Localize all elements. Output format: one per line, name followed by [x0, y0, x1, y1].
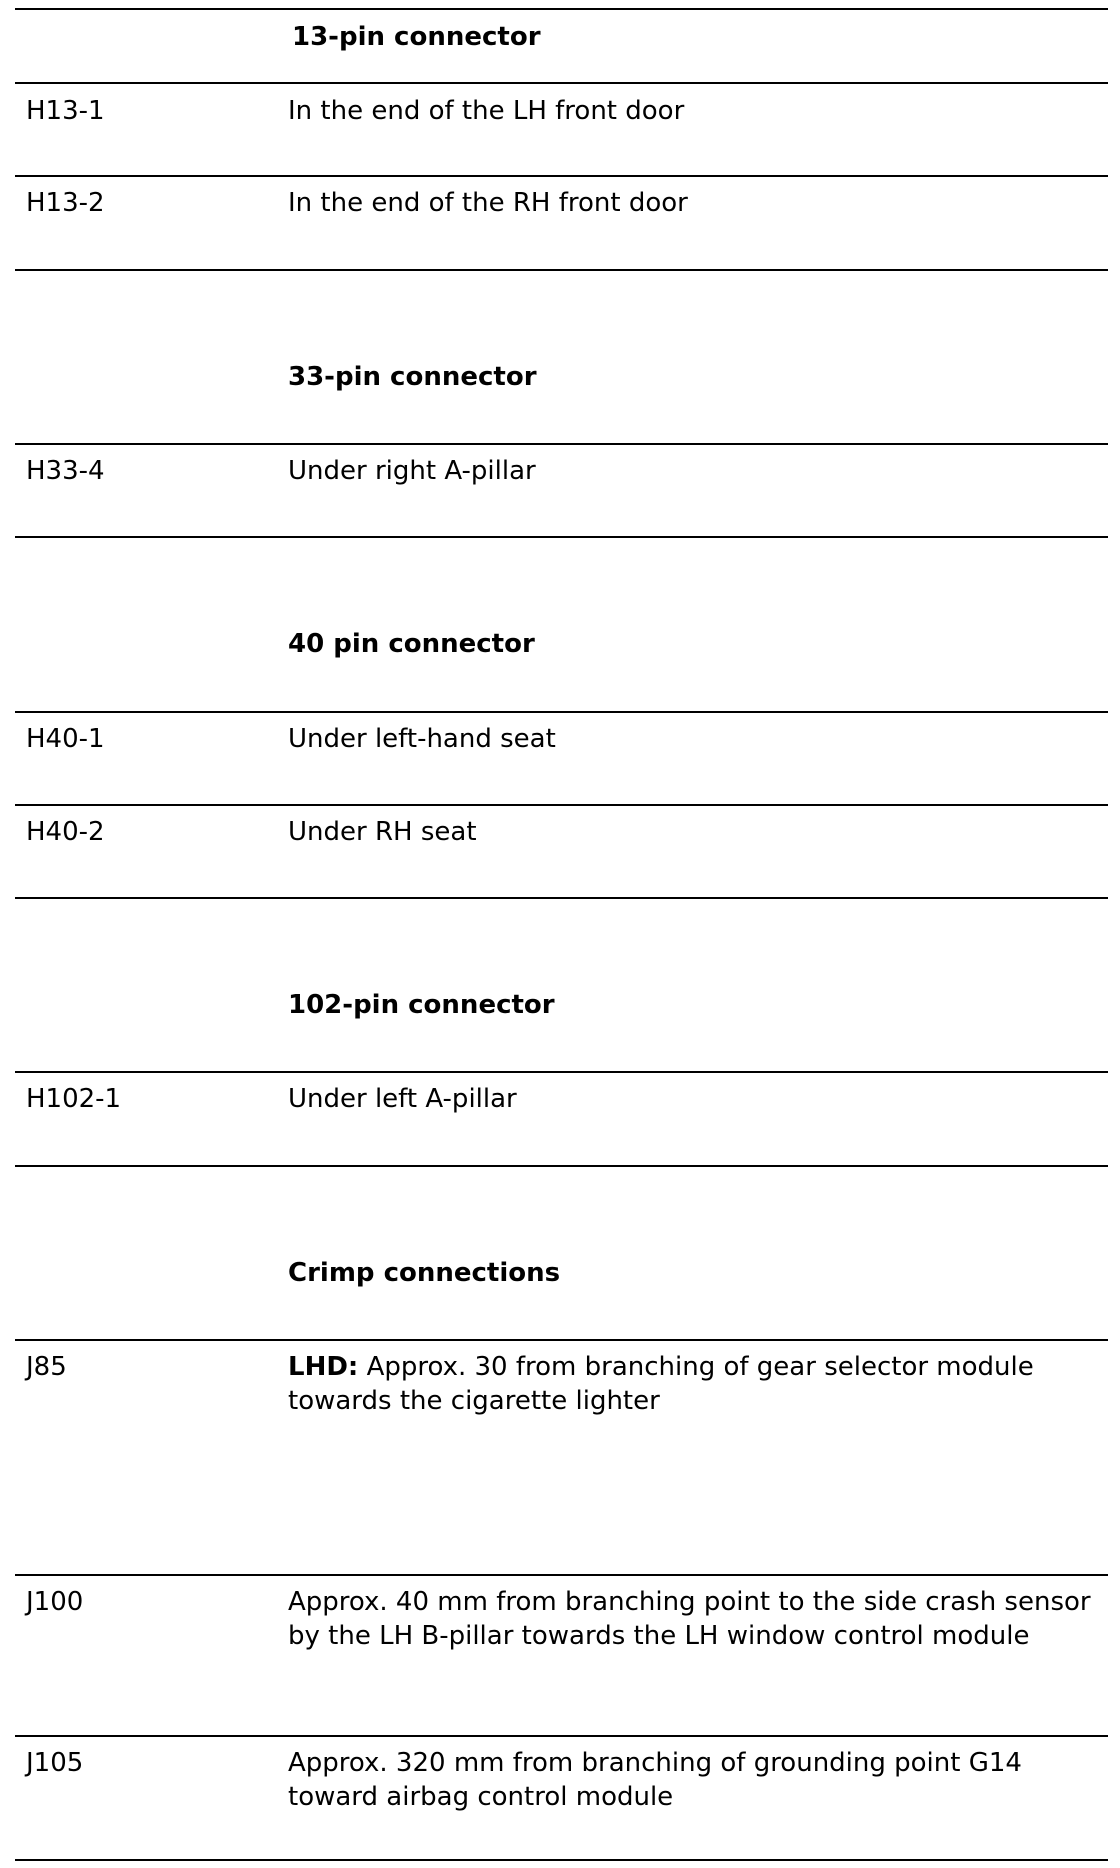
row-description [288, 1350, 1098, 1418]
row-code: H13-1 [26, 96, 105, 126]
rule [15, 1859, 1108, 1861]
rule [15, 175, 1108, 177]
row-description: Under left A-pillar [288, 1084, 517, 1114]
row-description: In the end of the RH front door [288, 188, 688, 218]
row-code: H33-4 [26, 456, 105, 486]
row-description: Approx. 40 mm from branching point to the side crash sensor by the LH B-pillar towards the LH window control module [288, 1587, 1091, 1651]
row-code: J105 [26, 1748, 84, 1778]
section-heading-13-pin: 13-pin connector [292, 22, 541, 52]
rule [15, 1165, 1108, 1167]
rule [15, 443, 1108, 445]
rule [15, 536, 1108, 538]
row-description: In the end of the LH front door [288, 96, 685, 126]
row-description-prefix: LHD: [288, 1352, 359, 1382]
rule [15, 82, 1108, 84]
rule [15, 1735, 1108, 1737]
section-heading-crimp-connections: Crimp connections [288, 1258, 561, 1288]
section-heading-102-pin: 102-pin connector [288, 990, 555, 1020]
section-heading-40-pin: 40 pin connector [288, 629, 535, 659]
row-description: Approx. 320 mm from branching of grounding point G14 toward airbag control module [288, 1748, 1022, 1812]
row-description: Under right A-pillar [288, 456, 536, 486]
row-description: Under left-hand seat [288, 724, 556, 754]
row-code: H13-2 [26, 188, 105, 218]
section-heading-33-pin: 33-pin connector [288, 362, 537, 392]
rule [15, 269, 1108, 271]
rule [15, 8, 1108, 10]
row-code: J100 [26, 1587, 84, 1617]
rule [15, 897, 1108, 899]
rule [15, 1339, 1108, 1341]
row-description: Under RH seat [288, 817, 477, 847]
rule [15, 804, 1108, 806]
row-description-text: Approx. 30 from branching of gear selector module towards the cigarette lighter [288, 1352, 1034, 1416]
rule [15, 1071, 1108, 1073]
row-code: H102-1 [26, 1084, 122, 1114]
row-code: H40-2 [26, 817, 105, 847]
rule [15, 1574, 1108, 1576]
rule [15, 711, 1108, 713]
row-code: J85 [26, 1352, 67, 1382]
row-code: H40-1 [26, 724, 105, 754]
